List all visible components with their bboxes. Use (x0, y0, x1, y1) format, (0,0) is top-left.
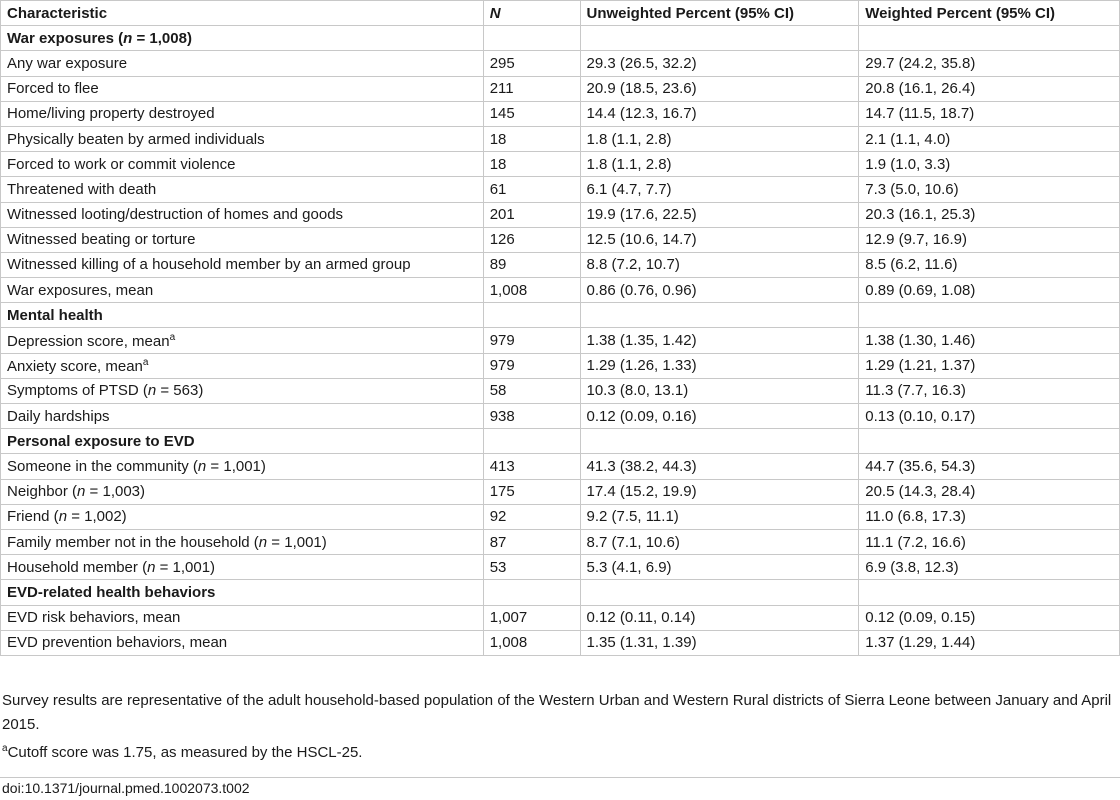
row-label (1, 555, 484, 580)
section-title: EVD-related health behaviors (1, 580, 484, 605)
row-label-text: EVD risk behaviors, mean (7, 609, 181, 627)
cell-n: 979 (483, 353, 580, 378)
row-label-text: EVD prevention behaviors, mean (7, 634, 228, 652)
row-label-text: Witnessed killing of a household member by an armed group (7, 256, 411, 274)
table-body (1, 26, 1120, 656)
cell-weighted: 1.37 (1.29, 1.44) (859, 630, 1120, 655)
cell-weighted: 7.3 (5.0, 10.6) (859, 177, 1120, 202)
cell-n: 201 (483, 202, 580, 227)
doi-divider (0, 777, 1120, 778)
cell-weighted: 20.3 (16.1, 25.3) (859, 202, 1120, 227)
empty-cell (580, 303, 859, 328)
table-notes (2, 689, 1112, 765)
row-n-value: = 1,003) (85, 483, 146, 501)
table-row (1, 227, 1120, 252)
row-n-value: = 1,001) (267, 533, 327, 551)
n-symbol: n (197, 457, 207, 475)
cell-weighted: 11.0 (6.8, 17.3) (859, 504, 1120, 529)
section-title-n: n (123, 29, 133, 47)
cell-weighted: 11.3 (7.7, 16.3) (859, 378, 1120, 403)
header-characteristic: Characteristic (1, 1, 484, 26)
cell-n: 92 (483, 504, 580, 529)
survey-note: Survey results are representative of the adult household-based population of the Western Urban and Western Rural districts of Sierra Leone between January and April 2015. (2, 692, 1112, 733)
table-row (1, 605, 1120, 630)
row-label (1, 529, 484, 554)
row-label-text: Threatened with death (7, 180, 157, 198)
cell-weighted: 1.38 (1.30, 1.46) (859, 328, 1120, 353)
row-label (1, 227, 484, 252)
row-label-text: Daily hardships (7, 407, 110, 425)
cell-n: 1,008 (483, 630, 580, 655)
n-symbol: n (77, 483, 86, 501)
row-label (1, 479, 484, 504)
cell-weighted: 6.9 (3.8, 12.3) (859, 555, 1120, 580)
cell-unweighted: 1.8 (1.1, 2.8) (580, 126, 859, 151)
table-row (1, 328, 1120, 353)
cell-n: 295 (483, 51, 580, 76)
cell-n: 175 (483, 479, 580, 504)
row-label (1, 126, 484, 151)
cell-n: 145 (483, 101, 580, 126)
cell-n: 211 (483, 76, 580, 101)
row-label-text: Forced to flee (7, 80, 99, 98)
row-label-text: Witnessed beating or torture (7, 231, 196, 249)
footnote-text: Cutoff score was 1.75, as measured by the HSCL-25. (7, 744, 363, 761)
cell-weighted: 11.1 (7.2, 16.6) (859, 529, 1120, 554)
row-label-text: Household member ( (7, 558, 148, 576)
row-label (1, 76, 484, 101)
cell-unweighted: 1.35 (1.31, 1.39) (580, 630, 859, 655)
cell-n: 1,008 (483, 278, 580, 303)
cell-unweighted: 29.3 (26.5, 32.2) (580, 51, 859, 76)
section-title: Mental health (1, 303, 484, 328)
cell-weighted: 2.1 (1.1, 4.0) (859, 126, 1120, 151)
doi-text: doi:10.1371/journal.pmed.1002073.t002 (2, 780, 250, 796)
row-label (1, 101, 484, 126)
table-row (1, 76, 1120, 101)
cell-weighted: 0.89 (0.69, 1.08) (859, 278, 1120, 303)
row-label-text: Physically beaten by armed individuals (7, 130, 265, 148)
table-row (1, 555, 1120, 580)
table-row (1, 529, 1120, 554)
cell-n: 18 (483, 126, 580, 151)
row-label (1, 152, 484, 177)
row-label-text: Forced to work or commit violence (7, 155, 236, 173)
table-row (1, 630, 1120, 655)
cell-weighted: 0.13 (0.10, 0.17) (859, 404, 1120, 429)
cell-n: 58 (483, 378, 580, 403)
table-row (1, 202, 1120, 227)
cell-unweighted: 8.7 (7.1, 10.6) (580, 529, 859, 554)
n-symbol: n (147, 382, 157, 400)
table-row (1, 404, 1120, 429)
cell-unweighted: 41.3 (38.2, 44.3) (580, 454, 859, 479)
row-label (1, 278, 484, 303)
cell-weighted: 8.5 (6.2, 11.6) (859, 252, 1120, 277)
n-symbol: n (58, 508, 68, 526)
cell-weighted: 0.12 (0.09, 0.15) (859, 605, 1120, 630)
row-label (1, 202, 484, 227)
empty-cell (483, 303, 580, 328)
row-label-text: Witnessed looting/destruction of homes and goods (7, 206, 344, 224)
footnote-marker: a (2, 743, 8, 754)
footnote-ref: a (169, 331, 176, 343)
row-n-value: = 563) (156, 382, 204, 400)
row-label (1, 404, 484, 429)
row-label-text: Any war exposure (7, 54, 128, 72)
row-label (1, 605, 484, 630)
cell-n: 938 (483, 404, 580, 429)
table-row (1, 152, 1120, 177)
row-label (1, 51, 484, 76)
cell-n: 61 (483, 177, 580, 202)
row-label (1, 454, 484, 479)
table-row (1, 278, 1120, 303)
cell-unweighted: 9.2 (7.5, 11.1) (580, 504, 859, 529)
row-label (1, 177, 484, 202)
row-label-text: Family member not in the household ( (7, 533, 259, 551)
row-label-text: War exposures, mean (7, 281, 154, 299)
footnote-ref: a (142, 356, 149, 368)
row-n-value: = 1,001) (206, 457, 266, 475)
cell-n: 413 (483, 454, 580, 479)
table-row (1, 101, 1120, 126)
section-title-pre: War exposures ( (7, 29, 124, 47)
row-n-value: = 1,002) (67, 508, 127, 526)
table-row (1, 479, 1120, 504)
cell-weighted: 20.8 (16.1, 26.4) (859, 76, 1120, 101)
table-header-row (1, 1, 1120, 26)
row-n-value: = 1,001) (155, 558, 216, 576)
cell-unweighted: 14.4 (12.3, 16.7) (580, 101, 859, 126)
cell-n: 53 (483, 555, 580, 580)
section-row (1, 429, 1120, 454)
cell-n: 89 (483, 252, 580, 277)
row-label-text: Friend ( (7, 508, 59, 526)
cell-n: 979 (483, 328, 580, 353)
footnote-a (2, 737, 1112, 765)
empty-cell (859, 429, 1120, 454)
empty-cell (483, 580, 580, 605)
table-row (1, 126, 1120, 151)
cell-unweighted: 8.8 (7.2, 10.7) (580, 252, 859, 277)
row-label (1, 328, 484, 353)
cell-unweighted: 1.8 (1.1, 2.8) (580, 152, 859, 177)
row-label-text: Someone in the community ( (7, 457, 198, 475)
row-label-text: Depression score, mean (7, 332, 170, 350)
cell-unweighted: 0.12 (0.11, 0.14) (580, 605, 859, 630)
empty-cell (859, 303, 1120, 328)
cell-unweighted: 0.12 (0.09, 0.16) (580, 404, 859, 429)
cell-n: 87 (483, 529, 580, 554)
row-label (1, 353, 484, 378)
empty-cell (580, 429, 859, 454)
table-row (1, 454, 1120, 479)
row-label (1, 378, 484, 403)
empty-cell (580, 580, 859, 605)
table-row (1, 177, 1120, 202)
cell-weighted: 29.7 (24.2, 35.8) (859, 51, 1120, 76)
cell-unweighted: 1.38 (1.35, 1.42) (580, 328, 859, 353)
row-label-text: Neighbor ( (7, 483, 78, 501)
empty-cell (580, 26, 859, 51)
n-symbol: n (147, 558, 156, 576)
table-row (1, 51, 1120, 76)
empty-cell (859, 26, 1120, 51)
table-row (1, 504, 1120, 529)
section-title: Personal exposure to EVD (1, 429, 484, 454)
section-title-post: = 1,008) (132, 29, 192, 47)
section-row (1, 26, 1120, 51)
table-row (1, 252, 1120, 277)
cell-unweighted: 5.3 (4.1, 6.9) (580, 555, 859, 580)
empty-cell (483, 429, 580, 454)
cell-unweighted: 19.9 (17.6, 22.5) (580, 202, 859, 227)
cell-weighted: 44.7 (35.6, 54.3) (859, 454, 1120, 479)
cell-weighted: 14.7 (11.5, 18.7) (859, 101, 1120, 126)
cell-unweighted: 17.4 (15.2, 19.9) (580, 479, 859, 504)
cell-weighted: 1.29 (1.21, 1.37) (859, 353, 1120, 378)
table-row (1, 378, 1120, 403)
section-row (1, 303, 1120, 328)
cell-n: 1,007 (483, 605, 580, 630)
cell-unweighted: 12.5 (10.6, 14.7) (580, 227, 859, 252)
section-title (1, 26, 484, 51)
cell-weighted: 20.5 (14.3, 28.4) (859, 479, 1120, 504)
cell-weighted: 1.9 (1.0, 3.3) (859, 152, 1120, 177)
cell-unweighted: 0.86 (0.76, 0.96) (580, 278, 859, 303)
row-label (1, 630, 484, 655)
row-label (1, 504, 484, 529)
empty-cell (483, 26, 580, 51)
header-weighted-percent: Weighted Percent (95% CI) (859, 1, 1120, 26)
cell-n: 18 (483, 152, 580, 177)
cell-n: 126 (483, 227, 580, 252)
cell-unweighted: 6.1 (4.7, 7.7) (580, 177, 859, 202)
cell-unweighted: 1.29 (1.26, 1.33) (580, 353, 859, 378)
empty-cell (859, 580, 1120, 605)
table-row (1, 353, 1120, 378)
cell-weighted: 12.9 (9.7, 16.9) (859, 227, 1120, 252)
row-label-text: Home/living property destroyed (7, 105, 215, 123)
section-row (1, 580, 1120, 605)
header-unweighted-percent: Unweighted Percent (95% CI) (580, 1, 859, 26)
header-n: N (483, 1, 580, 26)
row-label (1, 252, 484, 277)
cell-unweighted: 20.9 (18.5, 23.6) (580, 76, 859, 101)
n-symbol: n (258, 533, 268, 551)
cell-unweighted: 10.3 (8.0, 13.1) (580, 378, 859, 403)
row-label-text: Symptoms of PTSD ( (7, 382, 148, 400)
row-label-text: Anxiety score, mean (7, 357, 143, 375)
